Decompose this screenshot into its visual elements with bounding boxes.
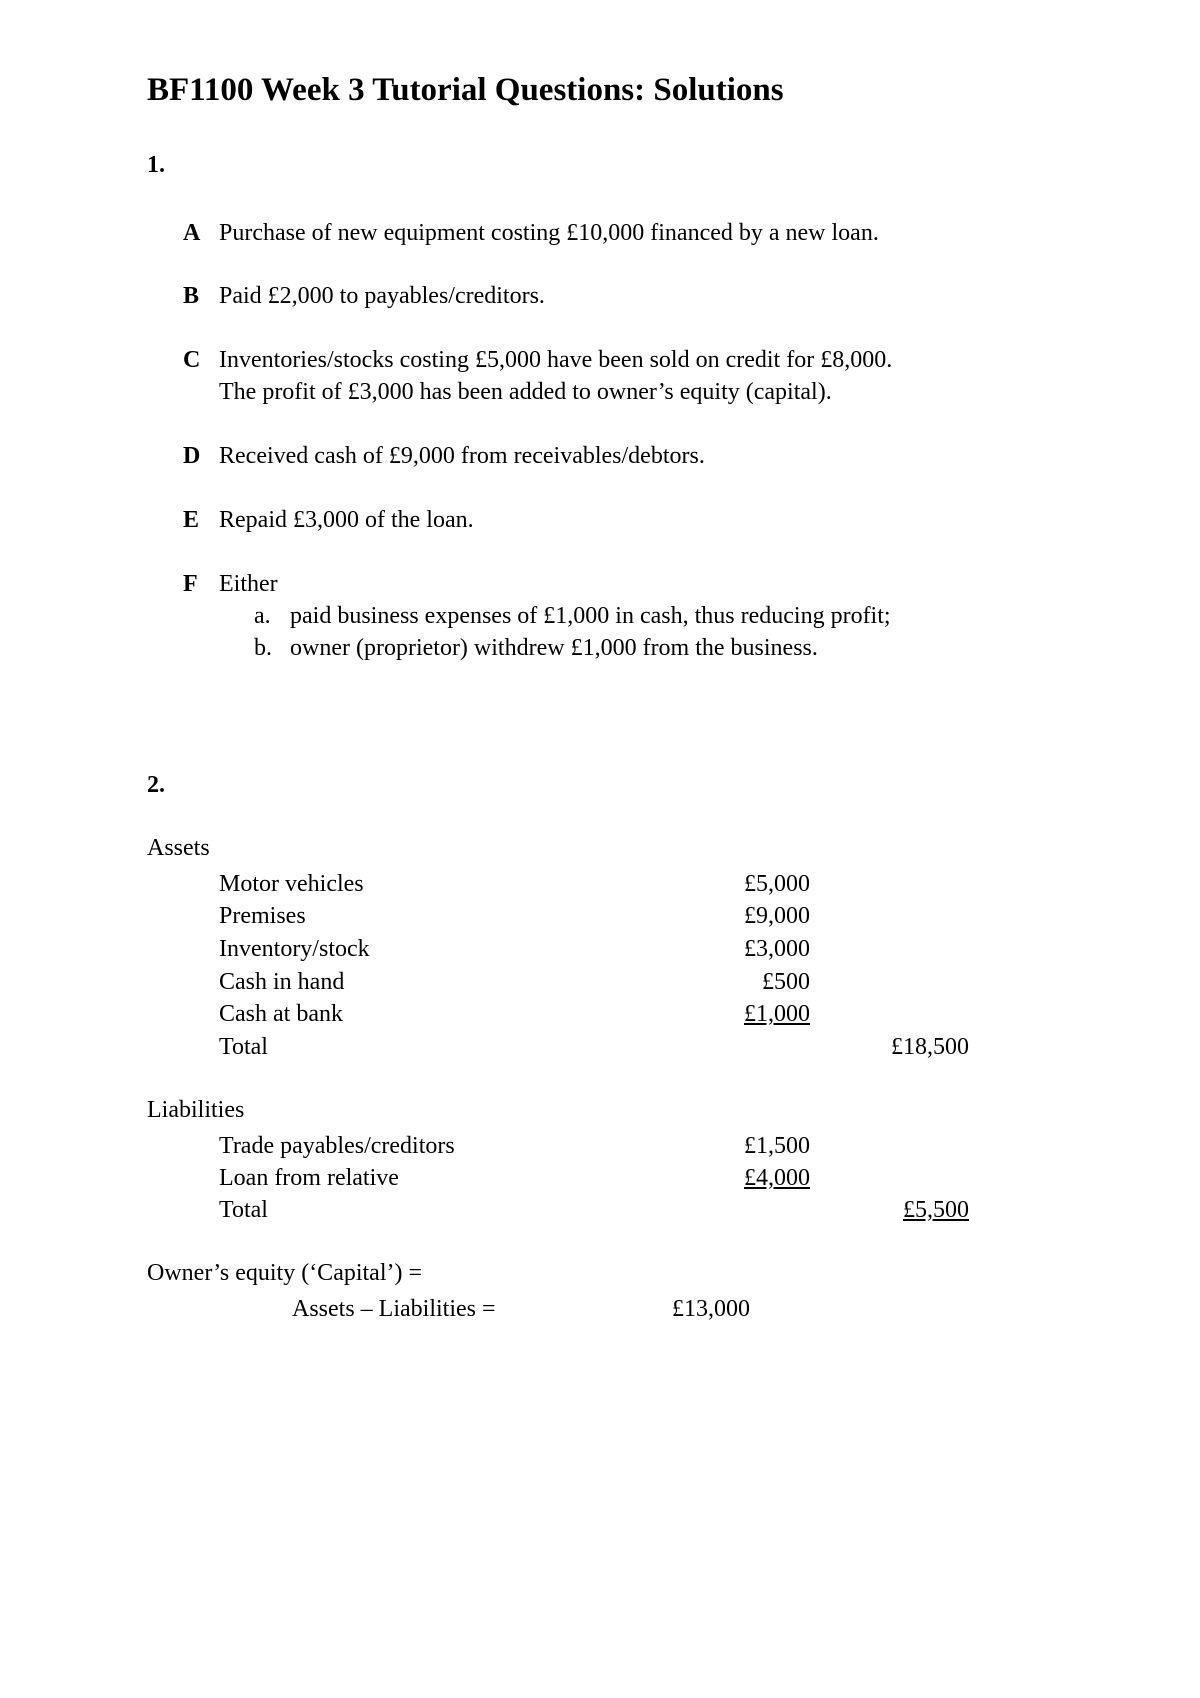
liability-name: Loan from relative (219, 1165, 399, 1191)
subitem-text: owner (proprietor) withdrew £1,000 from the business. (290, 635, 818, 661)
question-1-number: 1. (147, 152, 165, 178)
equity-formula: Assets – Liabilities = (292, 1296, 496, 1322)
answer-c (183, 344, 1083, 408)
answer-letter: A (183, 220, 201, 246)
answer-f-subitems (219, 600, 1083, 664)
equity-value: £13,000 (672, 1296, 750, 1322)
answer-letter: D (183, 443, 201, 469)
liability-value: £1,500 (744, 1133, 810, 1159)
answer-text: Either (219, 571, 278, 597)
liability-value: £4,000 (744, 1165, 810, 1191)
liabilities-total-value: £5,500 (903, 1197, 969, 1223)
answer-a (183, 217, 1083, 249)
answer-letter: E (183, 507, 200, 533)
page-title: BF1100 Week 3 Tutorial Questions: Solutions (147, 72, 784, 108)
asset-value: £500 (762, 969, 810, 995)
question-1-answers (183, 217, 1083, 696)
answer-text: Received cash of £9,000 from receivables/debtors. (219, 443, 705, 469)
subitem-letter: a. (254, 603, 271, 629)
asset-value: £9,000 (744, 903, 810, 929)
answer-letter: C (183, 347, 201, 373)
equity-heading: Owner’s equity (‘Capital’) = (147, 1260, 423, 1286)
subitem-text: paid business expenses of £1,000 in cash, thus reducing profit; (290, 603, 891, 629)
assets-total-value: £18,500 (891, 1034, 969, 1060)
asset-value: £5,000 (744, 871, 810, 897)
asset-name: Premises (219, 903, 306, 929)
subitem-letter: b. (254, 635, 272, 661)
question-2-number: 2. (147, 772, 165, 798)
asset-name: Cash in hand (219, 969, 345, 995)
assets-heading: Assets (147, 835, 210, 861)
asset-name: Motor vehicles (219, 871, 364, 897)
liability-name: Trade payables/creditors (219, 1133, 455, 1159)
answer-text: Inventories/stocks costing £5,000 have been sold on credit for £8,000. (219, 347, 893, 373)
asset-value: £1,000 (744, 1001, 810, 1027)
answer-text-line-2: The profit of £3,000 has been added to owner’s equity (capital). (219, 379, 832, 405)
answer-letter: F (183, 571, 198, 597)
assets-total-label: Total (219, 1034, 268, 1060)
answer-letter: B (183, 283, 200, 309)
liabilities-heading: Liabilities (147, 1097, 245, 1123)
answer-d (183, 440, 1083, 472)
answer-e (183, 504, 1083, 536)
subitem-b (254, 632, 1083, 664)
answer-text: Repaid £3,000 of the loan. (219, 507, 474, 533)
answer-text: Paid £2,000 to payables/creditors. (219, 283, 545, 309)
subitem-a (254, 600, 1083, 632)
liabilities-total-label: Total (219, 1197, 268, 1223)
answer-f (183, 568, 1083, 664)
answer-text: Purchase of new equipment costing £10,000 financed by a new loan. (219, 220, 879, 246)
answer-b (183, 280, 1083, 312)
asset-name: Cash at bank (219, 1001, 343, 1027)
asset-value: £3,000 (744, 936, 810, 962)
asset-name: Inventory/stock (219, 936, 370, 962)
